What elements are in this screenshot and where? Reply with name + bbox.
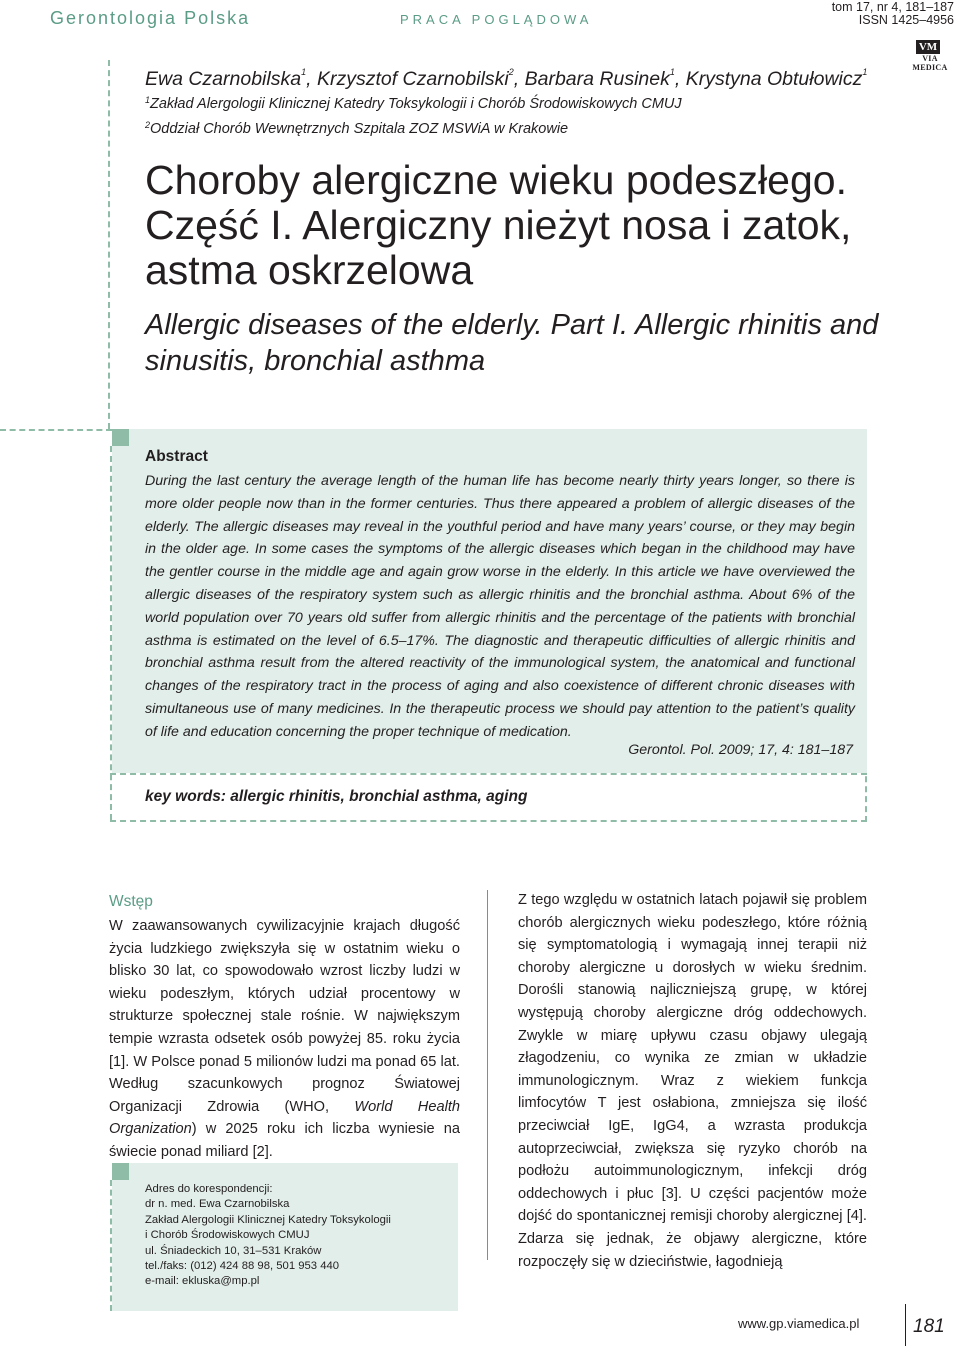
correspondence-heading: Adres do korespondencji: xyxy=(145,1183,273,1195)
affiliation xyxy=(145,96,682,112)
body-column-right: Z tego względu w ostatnich latach pojawił się problem chorób alergicznych wieku podeszłego, które różnią się symptomatologią i wymagają innej terapii niż choroby alergiczne u dorosłych w wieku średnim. Dorośli stanowią najliczniejszą grupę, w której występują choroby alergiczne dróg oddechowych. Zwykle w miarę upływu czasu objawy ulegają złagodzeniu, co wynika ze zmian w układzie immunologicznym. Wraz z wiekiem funkcja limfocytów T jest osłabiona, zmniejsza się ilość przeciwciał IgE, IgG4, a wzrasta produkcja autoprzeciwciał, zwiększa się ryzyko chorób na podłożu autoimmunologicznym, infekcji dróg oddechowych i płuc [3]. U części pacjentów może dojść do spontanicznej remisji choroby alergicznej [4]. Zdarza się jednak, że objawy alergiczne, które rozpoczęły się w dzieciństwie, łagodnieją xyxy=(518,892,867,1270)
via-medica-logo xyxy=(904,40,954,72)
article-type: PRACA POGLĄDOWA xyxy=(400,12,593,27)
section-heading: Wstęp xyxy=(109,893,153,910)
column-divider xyxy=(487,890,488,1260)
correspondence-line: Zakład Alergologii Klinicznej Katedry Toksykologii xyxy=(145,1213,391,1226)
body-text: W zaawansowanych cywilizacyjnie krajach długość życia ludzkiego zwiększyła się w ostatnim wieku o blisko 30 lat, co spowodowało wzrost liczby ludzi w wieku podeszłym, których udział procentowy w strukturze społecznej stale rośnie. W największym tempie wzrasta odsetek osób powyżej 85. roku życia [1]. W Polsce ponad 5 milionów ludzi ma ponad 65 lat. Według szacunkowych prognoz Światowej Organizacji Zdrowia (WHO, xyxy=(109,918,460,1115)
abstract-bottom-dashed-rule xyxy=(110,820,867,822)
volume-issue: tom 17, nr 4, 181–187 xyxy=(831,0,954,14)
body-text: ) w 2025 roku ich liczba wyniesie na świecie ponad miliard [2]. xyxy=(109,1121,460,1160)
affiliation-sup: 2 xyxy=(145,120,151,130)
author-sup: 2 xyxy=(508,67,514,77)
volume-info xyxy=(832,1,954,27)
author: Krzysztof Czarnobilski xyxy=(316,68,509,90)
left-dashed-rule-top xyxy=(108,60,110,429)
keywords: key words: allergic rhinitis, bronchial asthma, aging xyxy=(145,788,528,805)
author-sup: 1 xyxy=(862,67,868,77)
abstract-heading: Abstract xyxy=(145,448,208,465)
correspondence-line: e-mail: ekluska@mp.pl xyxy=(145,1275,260,1288)
citation: Gerontol. Pol. 2009; 17, 4: 181–187 xyxy=(628,742,853,758)
author-sup: 1 xyxy=(669,67,675,77)
affiliation-text: Zakład Alergologii Klinicznej Katedry Toksykologii i Chorób Środowiskowych CMUJ xyxy=(150,96,682,112)
article-title-english: Allergic diseases of the elderly. Part I. Allergic rhinitis and sinusitis, bronchial asthma xyxy=(145,309,879,377)
website-link[interactable]: www.gp.viamedica.pl xyxy=(738,1316,860,1331)
correspondence-line: i Chorób Środowiskowych CMUJ xyxy=(145,1229,310,1242)
affiliation-text: Oddział Chorób Wewnętrznych Szpitala ZOZ MSWiA w Krakowie xyxy=(150,121,569,137)
author-sup: 1 xyxy=(301,67,307,77)
footer-divider xyxy=(905,1304,906,1346)
author: Ewa Czarnobilska xyxy=(145,68,302,90)
author-list: Ewa Czarnobilska$^1$, Krzysztof Czarnobilski$^2$, Barbara Rusinek$^1$, Krystyna Obtułowicz$^1$ xyxy=(145,67,868,90)
abstract-text: During the last century the average length of the human life has become nearly thirty years longer, so there is more older people now than in the former centuries. Thus there appeared a problem of allergic diseases of the elderly. The allergic diseases may reveal in the youthful period and have many years’ course, or they may begin in the older age. In some cases the symptoms of the allergic diseases which began in the childhood may have the gentler course in the middle age and again grow worse in the elderly. In this article we have overviewed the allergic diseases of the respiratory system such as allergic rhinitis and the bronchial asthma. About 6% of the world population over 70 years old suffer from allergic rhinitis and the percentage of the patients with bronchial asthma is estimated on the level of 6.5–17%. The diagnostic and therapeutic difficulties of allergic rhinitis and bronchial asthma result from the altered reactivity of the immunological system, the anatomical and functional changes of the respiratory tract in the process of aging and also coexistence of different chronic diseases with simultaneous use of many medicines. In the therapeutic process we should pay attention to the patient’s quality of life and education concerning the proper technique of medication. xyxy=(145,473,855,740)
correspondence-square-marker xyxy=(112,1163,129,1180)
correspondence-address xyxy=(145,1182,445,1290)
logo-mark: VM xyxy=(916,40,940,54)
author: Barbara Rusinek xyxy=(524,68,670,90)
article-title: Choroby alergiczne wieku podeszłego. Część I. Alergiczny nieżyt nosa i zatok, astma oskrzelowa xyxy=(145,157,852,293)
abstract-top-dashed-rule xyxy=(0,429,112,431)
logo-brand: VIA MEDICA xyxy=(912,54,948,72)
abstract-divider-dashed-rule xyxy=(110,773,867,775)
body-text-italic: World Health Organization xyxy=(109,1098,460,1138)
correspondence-line: tel./faks: (012) 424 88 98, 501 953 440 xyxy=(145,1260,340,1273)
page-number: 181 xyxy=(913,1316,945,1337)
affiliation xyxy=(145,121,568,137)
correspondence-line: dr n. med. Ewa Czarnobilska xyxy=(145,1198,290,1211)
affiliation-sup: 1 xyxy=(145,95,151,105)
journal-name: Gerontologia Polska xyxy=(50,8,251,28)
issn: ISSN 1425–4956 xyxy=(858,13,954,27)
correspondence-line: ul. Śniadeckich 10, 31–531 Kraków xyxy=(145,1244,322,1257)
abstract-square-marker xyxy=(112,429,129,446)
body-column-left xyxy=(109,915,460,1164)
author: Krystyna Obtułowicz xyxy=(685,68,863,90)
